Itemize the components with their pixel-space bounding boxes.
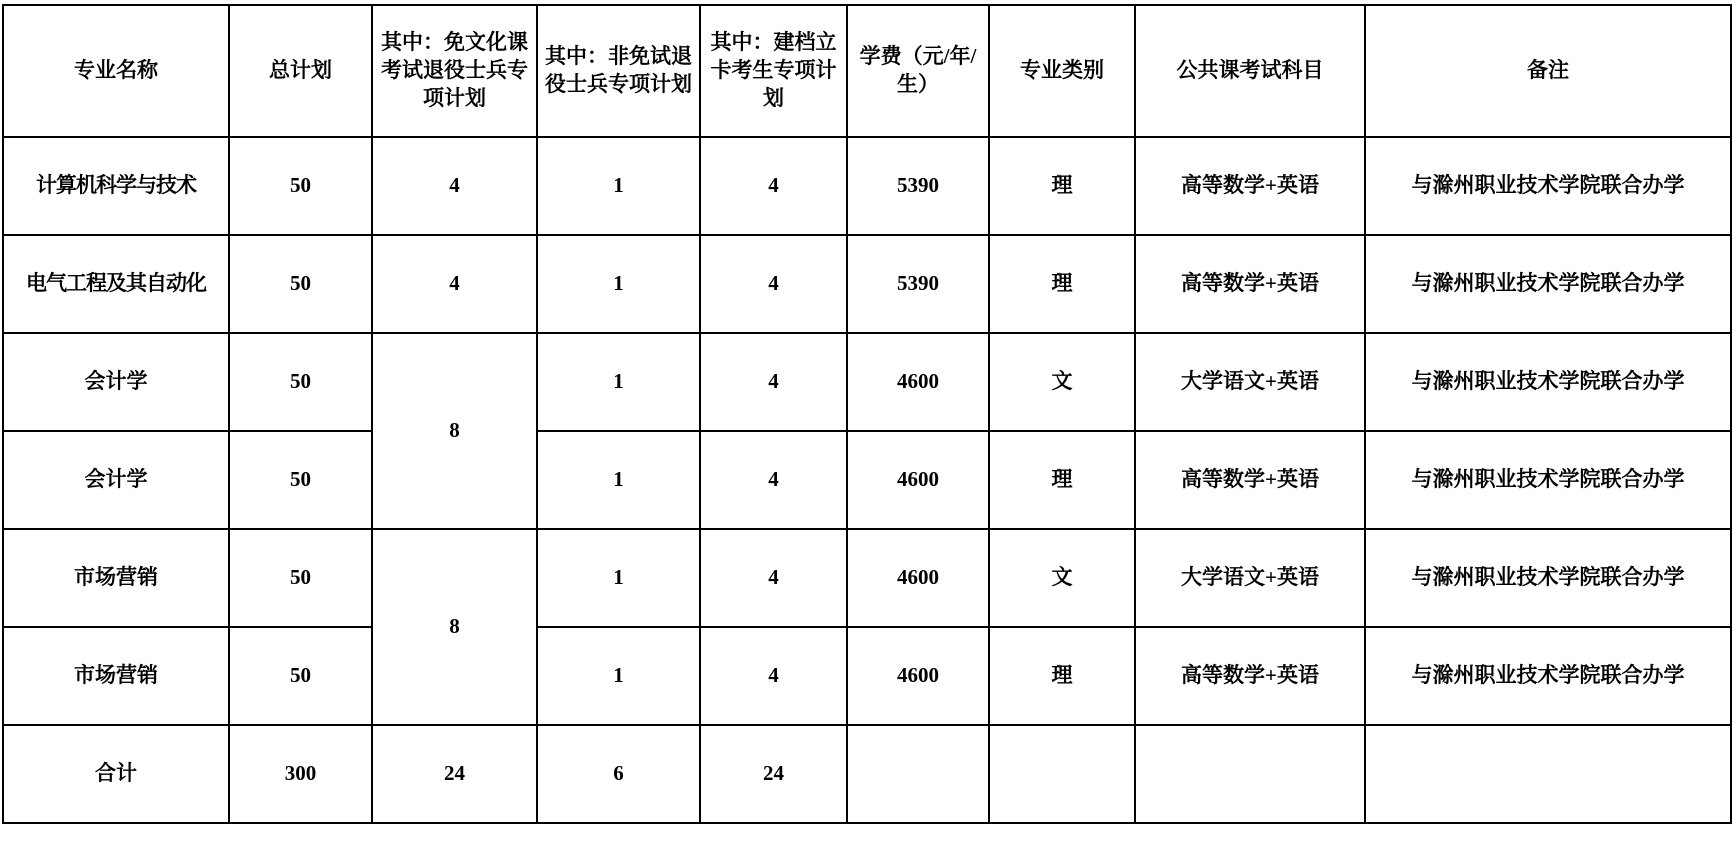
cell-totals-nonexempt-veteran: 6 <box>537 725 700 823</box>
cell-poverty-card: 4 <box>700 137 847 235</box>
table-header-row <box>3 5 1731 137</box>
cell-nonexempt-veteran: 1 <box>537 431 700 529</box>
cell-major: 电气工程及其自动化 <box>3 235 229 333</box>
cell-category: 理 <box>989 431 1135 529</box>
cell-category: 理 <box>989 137 1135 235</box>
cell-major: 市场营销 <box>3 627 229 725</box>
cell-poverty-card: 4 <box>700 431 847 529</box>
cell-major: 市场营销 <box>3 529 229 627</box>
table-row <box>3 529 1731 627</box>
cell-poverty-card: 4 <box>700 529 847 627</box>
table-row <box>3 235 1731 333</box>
cell-exempt-veteran-merged: 8 <box>372 529 537 725</box>
cell-remark: 与滁州职业技术学院联合办学 <box>1365 431 1731 529</box>
cell-exempt-veteran: 4 <box>372 137 537 235</box>
cell-totals-subjects <box>1135 725 1365 823</box>
column-header-poverty-card-plan: 其中：建档立卡考生专项计划 <box>700 5 847 137</box>
cell-nonexempt-veteran: 1 <box>537 529 700 627</box>
cell-nonexempt-veteran: 1 <box>537 627 700 725</box>
cell-subjects: 大学语文+英语 <box>1135 529 1365 627</box>
cell-totals-category <box>989 725 1135 823</box>
cell-totals-exempt-veteran: 24 <box>372 725 537 823</box>
cell-major: 计算机科学与技术 <box>3 137 229 235</box>
cell-remark: 与滁州职业技术学院联合办学 <box>1365 137 1731 235</box>
cell-exempt-veteran: 4 <box>372 235 537 333</box>
column-header-total-plan: 总计划 <box>229 5 372 137</box>
cell-poverty-card: 4 <box>700 333 847 431</box>
cell-subjects: 高等数学+英语 <box>1135 431 1365 529</box>
cell-tuition: 4600 <box>847 529 989 627</box>
document-page <box>0 4 1736 844</box>
table-body <box>3 137 1731 823</box>
cell-nonexempt-veteran: 1 <box>537 333 700 431</box>
column-header-exam-subjects: 公共课考试科目 <box>1135 5 1365 137</box>
cell-nonexempt-veteran: 1 <box>537 137 700 235</box>
table-row <box>3 627 1731 725</box>
cell-remark: 与滁州职业技术学院联合办学 <box>1365 235 1731 333</box>
cell-total-plan: 50 <box>229 333 372 431</box>
cell-tuition: 4600 <box>847 627 989 725</box>
cell-major: 会计学 <box>3 333 229 431</box>
cell-remark: 与滁州职业技术学院联合办学 <box>1365 529 1731 627</box>
column-header-nonexempt-veteran-plan: 其中：非免试退役士兵专项计划 <box>537 5 700 137</box>
cell-subjects: 大学语文+英语 <box>1135 333 1365 431</box>
cell-totals-tuition <box>847 725 989 823</box>
column-header-remark: 备注 <box>1365 5 1731 137</box>
cell-tuition: 5390 <box>847 235 989 333</box>
column-header-tuition: 学费（元/年/生） <box>847 5 989 137</box>
table-totals-row <box>3 725 1731 823</box>
cell-tuition: 4600 <box>847 431 989 529</box>
cell-total-plan: 50 <box>229 627 372 725</box>
cell-category: 理 <box>989 235 1135 333</box>
cell-totals-remark <box>1365 725 1731 823</box>
cell-category: 文 <box>989 333 1135 431</box>
table-row <box>3 137 1731 235</box>
column-header-exempt-veteran-plan: 其中：免文化课考试退役士兵专项计划 <box>372 5 537 137</box>
cell-totals-label: 合计 <box>3 725 229 823</box>
cell-poverty-card: 4 <box>700 235 847 333</box>
cell-subjects: 高等数学+英语 <box>1135 627 1365 725</box>
cell-category: 理 <box>989 627 1135 725</box>
cell-subjects: 高等数学+英语 <box>1135 137 1365 235</box>
table-header <box>3 5 1731 137</box>
table-row <box>3 333 1731 431</box>
cell-nonexempt-veteran: 1 <box>537 235 700 333</box>
cell-remark: 与滁州职业技术学院联合办学 <box>1365 333 1731 431</box>
cell-total-plan: 50 <box>229 137 372 235</box>
cell-tuition: 4600 <box>847 333 989 431</box>
cell-subjects: 高等数学+英语 <box>1135 235 1365 333</box>
cell-totals-poverty-card: 24 <box>700 725 847 823</box>
column-header-major-category: 专业类别 <box>989 5 1135 137</box>
cell-total-plan: 50 <box>229 235 372 333</box>
cell-tuition: 5390 <box>847 137 989 235</box>
cell-exempt-veteran-merged: 8 <box>372 333 537 529</box>
cell-totals-total-plan: 300 <box>229 725 372 823</box>
cell-total-plan: 50 <box>229 529 372 627</box>
enrollment-plan-table <box>2 4 1732 824</box>
cell-total-plan: 50 <box>229 431 372 529</box>
cell-major: 会计学 <box>3 431 229 529</box>
cell-poverty-card: 4 <box>700 627 847 725</box>
table-row <box>3 431 1731 529</box>
cell-category: 文 <box>989 529 1135 627</box>
cell-remark: 与滁州职业技术学院联合办学 <box>1365 627 1731 725</box>
column-header-major: 专业名称 <box>3 5 229 137</box>
